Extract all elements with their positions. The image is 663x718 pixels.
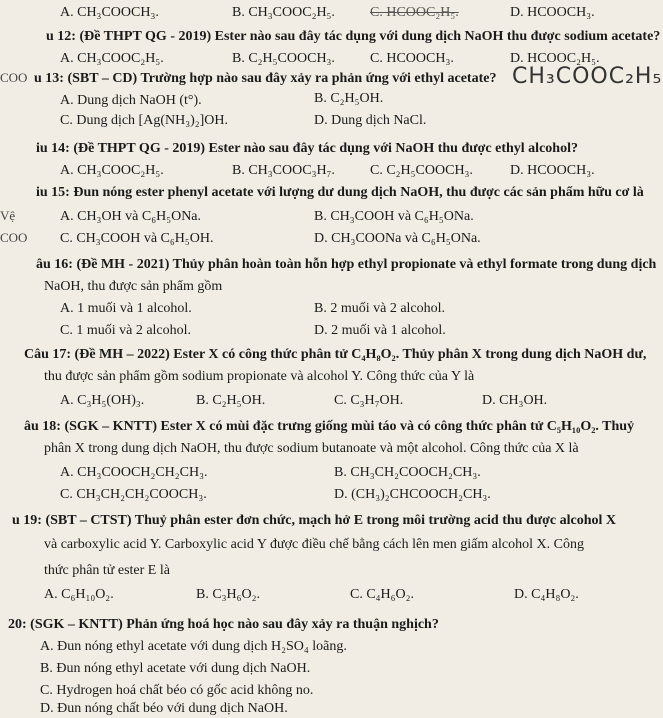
q17-option-a: A. C₃H₅(OH)₃. [60,393,145,408]
question-19-stem-cont2: thức phân tử ester E là [44,563,170,578]
q20-option-b: B. Đun nóng ethyl acetate với dung dịch NaOH. [40,661,311,676]
q20-option-c: C. Hydrogen hoá chất béo có gốc acid không no. [40,683,314,698]
q18-option-c: C. CH₃CH₂CH₂COOCH₃. [60,487,207,502]
q19-option-a: A. C₆H₁₀O₂. [44,587,114,602]
question-16-stem-cont: NaOH, thu được sản phẩm gồm [44,279,223,294]
q13-option-d: D. Dung dịch NaCl. [314,113,427,128]
q14-option-a: A. CH₃COOC₂H₅. [60,163,164,178]
q12-option-b: B. C₂H₅COOCH₃. [232,51,335,66]
question-19-stem-cont: và carboxylic acid Y. Carboxylic acid Y được điều chế bằng cách lên men giấm alcohol X. Công [44,537,584,552]
handwritten-note: CH₃COOC₂H₅ [512,64,663,89]
q12-option-a: A. CH₃COOC₂H₅. [60,51,164,66]
question-16-stem: âu 16: (Đề MH - 2021) Thủy phân hoàn toàn hỗn hợp ethyl propionate và ethyl formate trong dung dịch [36,257,657,272]
question-17-stem-cont: thu được sản phẩm gồm sodium propionate và alcohol Y. Công thức của Y là [44,369,475,384]
q17-option-d: D. CH₃OH. [482,393,548,408]
q19-option-c: C. C₄H₆O₂. [350,587,415,602]
q18-option-b: B. CH₃CH₂COOCH₂CH₃. [334,465,481,480]
margin-note: COO [0,70,28,85]
question-20-stem: 20: (SGK – KNTT) Phản ứng hoá học nào sau đây xảy ra thuận nghịch? [8,617,439,632]
q16-option-d: D. 2 muối và 1 alcohol. [314,323,446,338]
q16-option-c: C. 1 muối và 2 alcohol. [60,323,192,338]
option-c: C. HCOOC₂H₅. [370,5,459,20]
q15-option-a: A. CH₃OH và C₆H₅ONa. [60,209,202,224]
question-17-stem: Câu 17: (Đề MH – 2022) Ester X có công thức phân tử C₄H₈O₂. Thủy phân X trong dung dịch NaOH dư, [24,347,647,362]
question-14-stem: iu 14: (Đề THPT QG - 2019) Ester nào sau đây tác dụng với NaOH thu được ethyl alcohol? [36,141,578,156]
question-18-stem-cont: phân X trong dung dịch NaOH, thu được sodium butanoate và một alcohol. Công thức của X là [44,441,579,456]
q17-option-c: C. C₃H₇OH. [334,393,404,408]
q14-option-d: D. HCOOCH₃. [510,163,595,178]
q18-option-d: D. (CH₃)₂CHCOOCH₂CH₃. [334,487,491,502]
question-19-stem: u 19: (SBT – CTST) Thuỷ phân ester đơn chức, mạch hở E trong môi trường acid thu được alcohol X [12,513,616,528]
q18-option-a: A. CH₃COOCH₂CH₂CH₃. [60,465,208,480]
option-b: B. CH₃COOC₂H₅. [232,5,335,20]
q16-option-a: A. 1 muối và 1 alcohol. [60,301,192,316]
q20-option-d: D. Đun nóng chất béo với dung dịch NaOH. [40,701,288,716]
option-a: A. CH₃COOCH₃. [60,5,159,20]
q15-option-c: C. CH₃COOH và C₆H₅OH. [60,231,214,246]
option-d: D. HCOOCH₃. [510,5,595,20]
q13-option-b: B. C₂H₅OH. [314,91,384,106]
question-12-stem: u 12: (Đề THPT QG - 2019) Ester nào sau đây tác dụng với dung dịch NaOH thu được sodium acetate? [46,29,661,44]
q14-option-b: B. CH₃COOC₃H₇. [232,163,335,178]
q12-option-d: D. HCOOC₂H₅. [510,51,600,66]
q19-option-b: B. C₃H₆O₂. [196,587,261,602]
q19-option-d: D. C₄H₈O₂. [514,587,579,602]
question-13-stem: u 13: (SBT – CD) Trường hợp nào sau đây xảy ra phản ứng với ethyl acetate? [34,71,497,86]
q15-option-b: B. CH₃COOH và C₆H₅ONa. [314,209,474,224]
q20-option-a: A. Đun nóng ethyl acetate với dung dịch H₂SO₄ loãng. [40,639,347,654]
q13-option-a: A. Dung dịch NaOH (t°). [60,93,202,108]
question-15-stem: iu 15: Đun nóng ester phenyl acetate với lượng dư dung dịch NaOH, thu được các sản phẩm hữu cơ là [36,185,644,200]
question-18-stem: âu 18: (SGK – KNTT) Ester X có mùi đặc trưng giống mùi táo và có công thức phân tử C₅H₁₀O₂. Thuỷ [24,419,635,434]
q16-option-b: B. 2 muối và 2 alcohol. [314,301,446,316]
q12-option-c: C. HCOOCH₃. [370,51,454,66]
q13-option-c: C. Dung dịch [Ag(NH₃)₂]OH. [60,113,229,128]
q14-option-c: C. C₂H₅COOCH₃. [370,163,473,178]
q17-option-b: B. C₂H₅OH. [196,393,266,408]
margin-note: COO [0,230,28,245]
margin-note: Vệ [0,208,16,223]
q15-option-d: D. CH₃COONa và C₆H₅ONa. [314,231,481,246]
